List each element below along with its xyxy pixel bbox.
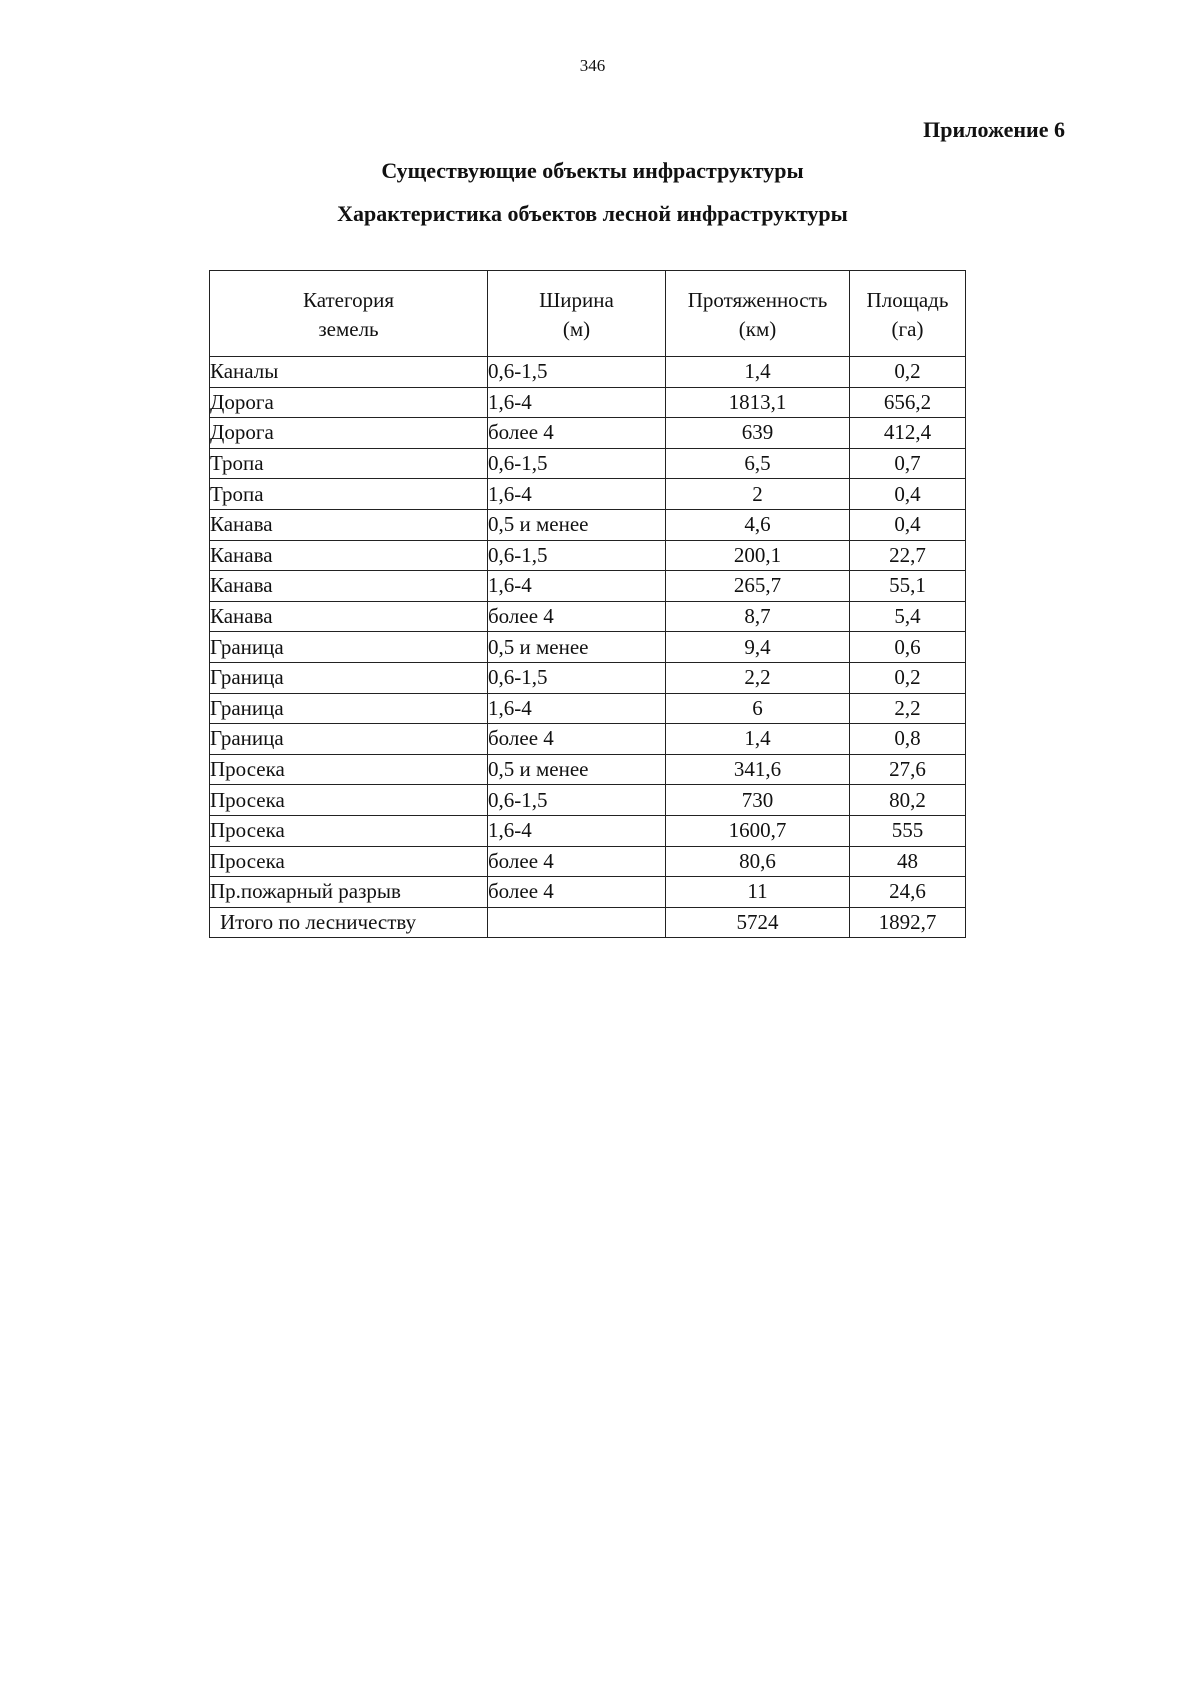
header-category (210, 271, 488, 357)
cell-area: 1892,7 (850, 907, 966, 938)
cell-length: 200,1 (666, 540, 850, 571)
cell-width: 0,6-1,5 (488, 662, 666, 693)
table-row (210, 846, 966, 877)
cell-category: Итого по лесничеству (210, 907, 488, 938)
header-category-line: Категория (303, 287, 394, 312)
cell-area: 48 (850, 846, 966, 877)
cell-width: 0,6-1,5 (488, 448, 666, 479)
cell-category: Граница (210, 693, 488, 724)
cell-length: 265,7 (666, 571, 850, 602)
cell-category: Канава (210, 540, 488, 571)
table-row (210, 418, 966, 449)
cell-area: 0,2 (850, 357, 966, 388)
cell-area: 656,2 (850, 387, 966, 418)
page-number: 346 (579, 56, 606, 75)
cell-length: 8,7 (666, 601, 850, 632)
document-title: Существующие объекты инфраструктуры (381, 158, 804, 183)
cell-length: 2 (666, 479, 850, 510)
cell-area: 24,6 (850, 877, 966, 908)
cell-width: 1,6-4 (488, 479, 666, 510)
cell-length: 1,4 (666, 357, 850, 388)
cell-area: 55,1 (850, 571, 966, 602)
cell-area: 0,4 (850, 509, 966, 540)
table-row (210, 448, 966, 479)
table-row (210, 754, 966, 785)
cell-width: 0,6-1,5 (488, 785, 666, 816)
cell-area: 0,6 (850, 632, 966, 663)
cell-length: 11 (666, 877, 850, 908)
table-row (210, 509, 966, 540)
cell-width: 0,5 и менее (488, 754, 666, 785)
cell-category: Просека (210, 785, 488, 816)
cell-category: Просека (210, 846, 488, 877)
cell-width: 0,6-1,5 (488, 540, 666, 571)
header-area-line: (га) (891, 316, 924, 341)
table-row (210, 662, 966, 693)
cell-category: Тропа (210, 479, 488, 510)
cell-length: 6 (666, 693, 850, 724)
table-row (210, 632, 966, 663)
cell-category: Каналы (210, 357, 488, 388)
table-row (210, 387, 966, 418)
cell-area: 412,4 (850, 418, 966, 449)
table-total-row (210, 907, 966, 938)
table-row (210, 785, 966, 816)
cell-length: 341,6 (666, 754, 850, 785)
cell-area: 27,6 (850, 754, 966, 785)
header-length-line: (км) (738, 316, 777, 341)
cell-category: Просека (210, 815, 488, 846)
cell-area: 0,2 (850, 662, 966, 693)
cell-category: Тропа (210, 448, 488, 479)
header-area-line: Площадь (866, 287, 949, 312)
cell-area: 0,4 (850, 479, 966, 510)
cell-area: 22,7 (850, 540, 966, 571)
cell-area: 80,2 (850, 785, 966, 816)
cell-category: Канава (210, 571, 488, 602)
cell-area: 0,7 (850, 448, 966, 479)
header-area (850, 271, 966, 357)
cell-area: 2,2 (850, 693, 966, 724)
cell-length: 639 (666, 418, 850, 449)
cell-width: 0,6-1,5 (488, 357, 666, 388)
cell-width: более 4 (488, 418, 666, 449)
cell-category: Граница (210, 662, 488, 693)
header-category-line: земель (318, 316, 379, 341)
header-width-line: (м) (562, 316, 591, 341)
cell-width: 0,5 и менее (488, 509, 666, 540)
cell-area: 0,8 (850, 724, 966, 755)
table-header-row (210, 271, 966, 357)
table-title: Характеристика объектов лесной инфраструктуры (337, 201, 848, 226)
table-row (210, 479, 966, 510)
header-width (488, 271, 666, 357)
cell-length: 1813,1 (666, 387, 850, 418)
table-row (210, 540, 966, 571)
cell-category: Дорога (210, 418, 488, 449)
cell-category: Канава (210, 601, 488, 632)
table-body (210, 357, 966, 938)
cell-length: 1600,7 (666, 815, 850, 846)
table-row (210, 357, 966, 388)
cell-area: 5,4 (850, 601, 966, 632)
cell-length: 9,4 (666, 632, 850, 663)
cell-length: 730 (666, 785, 850, 816)
cell-width: 1,6-4 (488, 815, 666, 846)
cell-category: Граница (210, 632, 488, 663)
appendix-label: Приложение 6 (923, 117, 1065, 142)
cell-width (488, 907, 666, 938)
cell-length: 80,6 (666, 846, 850, 877)
cell-category: Канава (210, 509, 488, 540)
cell-area: 555 (850, 815, 966, 846)
cell-category: Просека (210, 754, 488, 785)
cell-width: 1,6-4 (488, 571, 666, 602)
cell-width: более 4 (488, 724, 666, 755)
header-length-line: Протяженность (687, 287, 828, 312)
table-row (210, 693, 966, 724)
cell-length: 1,4 (666, 724, 850, 755)
table-row (210, 815, 966, 846)
cell-category: Граница (210, 724, 488, 755)
cell-width: более 4 (488, 846, 666, 877)
infrastructure-table (209, 270, 966, 938)
cell-width: 0,5 и менее (488, 632, 666, 663)
table-row (210, 571, 966, 602)
cell-category: Пр.пожарный разрыв (210, 877, 488, 908)
header-width-line: Ширина (539, 287, 614, 312)
table-row (210, 724, 966, 755)
cell-length: 4,6 (666, 509, 850, 540)
cell-category: Дорога (210, 387, 488, 418)
table-row (210, 877, 966, 908)
cell-width: 1,6-4 (488, 693, 666, 724)
cell-length: 5724 (666, 907, 850, 938)
cell-width: 1,6-4 (488, 387, 666, 418)
cell-length: 6,5 (666, 448, 850, 479)
cell-width: более 4 (488, 601, 666, 632)
cell-width: более 4 (488, 877, 666, 908)
table-row (210, 601, 966, 632)
header-length (666, 271, 850, 357)
cell-length: 2,2 (666, 662, 850, 693)
